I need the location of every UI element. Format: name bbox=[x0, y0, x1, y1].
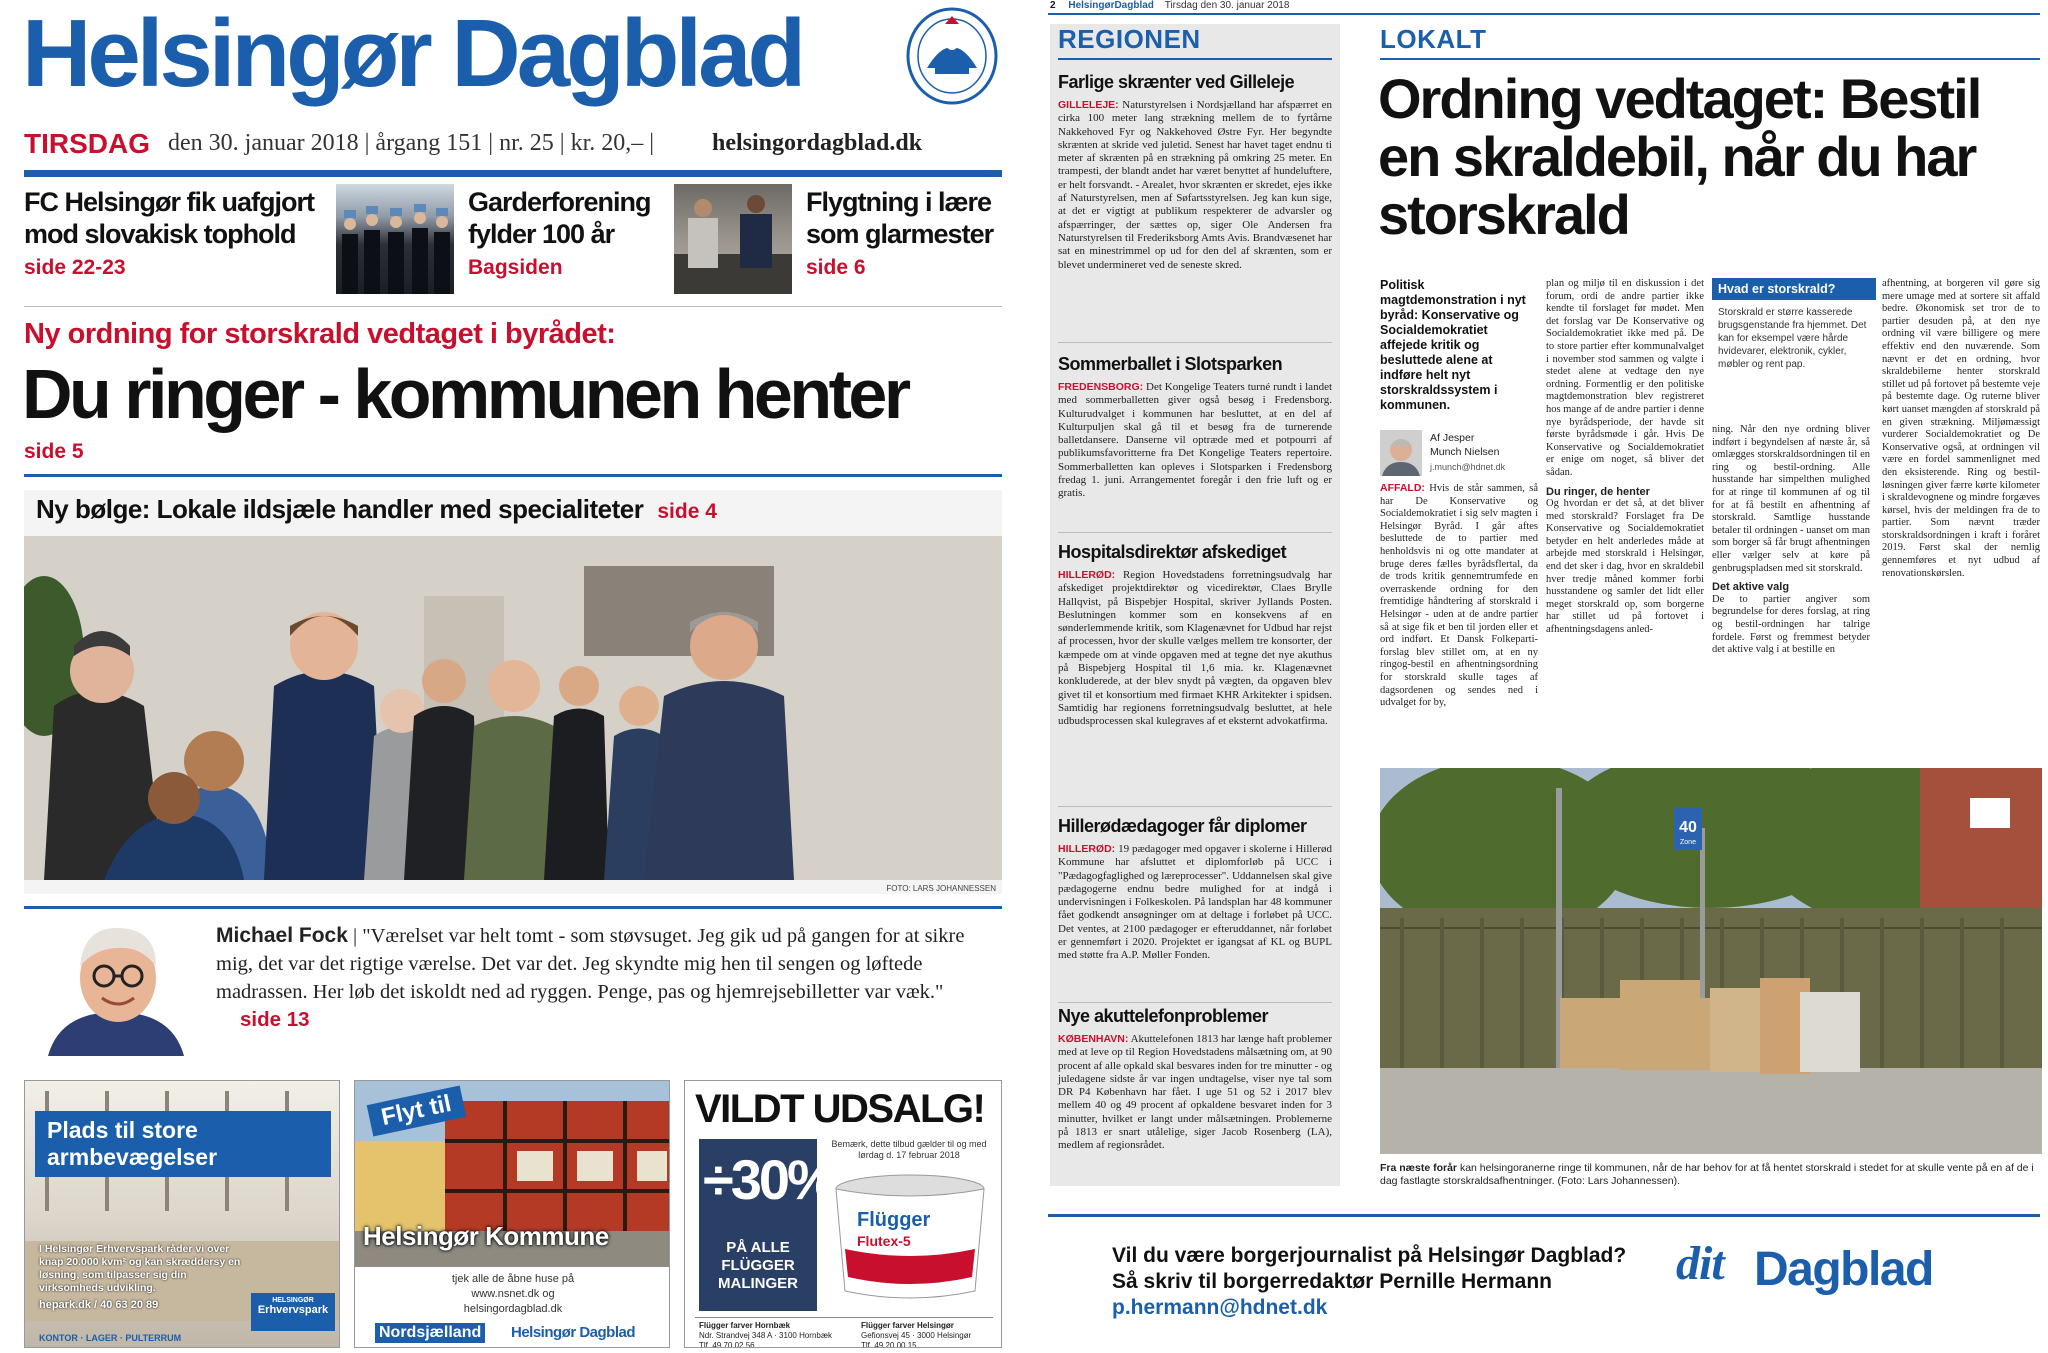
local-standfirst: Politisk magtdemonstration i nyt byråd: Konservative og Socialdemokratiet affejede kritik og besluttede alene at indføre helt nyt storskraldssystem i kommunen. bbox=[1380, 278, 1526, 412]
lead-kicker: Ny ordning for storskrald vedtaget i byrådet: bbox=[24, 318, 616, 350]
zone-sign-label: Zone bbox=[1680, 839, 1696, 846]
teaser-1-photo bbox=[336, 184, 454, 294]
teaser-headline: Flygtning i lære som glarmester bbox=[806, 187, 994, 249]
byline-email[interactable]: j.munch@hdnet.dk bbox=[1430, 462, 1506, 472]
brief-2 bbox=[1058, 354, 1332, 501]
quote-ref: side 13 bbox=[240, 1008, 310, 1031]
quote-name: Michael Fock bbox=[216, 924, 348, 947]
masthead-day: TIRSDAG bbox=[24, 128, 150, 159]
footer-ad[interactable] bbox=[1048, 1222, 2040, 1348]
local-headline[interactable]: Ordning vedtaget: Bestil en skraldebil, når du har storskrald bbox=[1378, 67, 1981, 246]
masthead-dateline: den 30. januar 2018 | årgang 151 | nr. 25 | kr. 20,– | bbox=[168, 130, 655, 156]
feature-headline: Ny bølge: Lokale ildsjæle handler med specialiteter bbox=[36, 494, 644, 524]
brief-5 bbox=[1058, 1006, 1332, 1153]
byline-name2: Munch Nielsen bbox=[1430, 446, 1500, 458]
ad1-body: I Helsingør Erhvervspark råder vi over knap 20.000 kvm² og kan skræddersy en løsning, som tilpasser sig din virksomheds udvikling. bbox=[39, 1243, 241, 1294]
feature-ref: side 4 bbox=[657, 500, 717, 523]
ad2-title: Helsingør Kommune bbox=[363, 1221, 609, 1251]
brief-title: Hillerødædagoger får diplomer bbox=[1058, 816, 1307, 836]
ad3-store1-name: Flügger farver Hornbæk bbox=[699, 1321, 791, 1330]
teaser-headline: Garderforening fylder 100 år bbox=[468, 187, 651, 249]
folio bbox=[1050, 0, 1289, 11]
teaser-divider bbox=[24, 306, 1002, 307]
caption-text: kan helsingoranerne ringe til kommunen, når de har behov for at få hentet storskrald i stedet for at skulle vente på en af de i dag fastlagte storskraldsafhentninger. (Foto: Lars Johannessen). bbox=[1380, 1162, 2034, 1187]
ad3-store1-addr: Ndr. Strandvej 348 A · 3100 Hornbæk bbox=[699, 1331, 832, 1340]
teaser-2-photo bbox=[674, 184, 792, 294]
region-section-label: REGIONEN bbox=[1058, 24, 1201, 54]
brief-place: HILLERØD: bbox=[1058, 843, 1116, 855]
ad2-logo-nordsjaelland: Nordsjælland bbox=[375, 1323, 485, 1343]
footer-ad-line1: Vil du være borgerjournalist på Helsingør Dagblad? bbox=[1112, 1244, 1627, 1267]
local-body-col4-text: afhentning, at borgeren vil gøre sig mere umage med at sortere sit affald bedre. Økonomisk set tror de to partier desuden på, at den nye ordning vil være billigere og mere effektiv end den nuværende. Som nævnt er det en ordning, hvor skraldebilerne henter storskrald stillet ud på fortovet på bestemte veje på bestemte dage. Og ruterne bliver kørt uanset mængden af storskrald på en given strækning. Miljømæssigt vurderer Socialdemokratiet og De Konservative også, at ordningen vil være en fordel sammenlignet med den eksisterende. Ring og bestil-løsningen giver færre kørte kilometer i skraldevognene og mindre forgæves kørsel, hvis der meldingen fra de to partier. Som nævnt træder storskraldsordningen i kraft i foråret 2019. Først skal der nemlig gennemføres et nyt udbud af renovationskørslen. bbox=[1882, 278, 2040, 579]
brief-divider bbox=[1058, 532, 1332, 533]
local-body-col3 bbox=[1712, 424, 1870, 657]
teaser-3[interactable] bbox=[806, 186, 1006, 296]
brief-title: Hospitalsdirektør afskediget bbox=[1058, 542, 1287, 562]
ad3-headline: VILDT UDSALG! bbox=[695, 1087, 985, 1131]
ad1-logo-bottom: Erhvervspark bbox=[257, 1304, 329, 1316]
feature-box[interactable] bbox=[24, 490, 1002, 894]
ad1-headline: Plads til store armbevægelser bbox=[47, 1117, 218, 1170]
brief-text: Det Kongelige Teaters turné rundt i landet med sommerballetten giver også besøg i Fredensborg. Kulturudvalget i kommunen har besluttet, at en del af Kulturpuljen skal gå til et besøg fra de turnerende balletdansere. Danserne vil optræde med et potpourri af publikumsfavoritterne fra Det Kongelige Teaters repertoire. Sommerballetten kan opleves i Slotsparken i Fredensborg fredag 1. juni. Arrangementet foregår i den frie luft og er gratis. bbox=[1058, 381, 1333, 500]
teaser-ref: side 22-23 bbox=[24, 256, 126, 279]
ad3-product: Flügger bbox=[857, 1209, 931, 1231]
ad-flugger[interactable] bbox=[684, 1080, 1002, 1348]
masthead-website[interactable]: helsingordagblad.dk bbox=[712, 130, 923, 156]
local-body-col2a: plan og miljø til en diskussion i det forum, ordi de andre partier ikke kendte til forslaget før mødet. Men det forslag var De Konservative og Socialdemokratiet ikke med på. De to store partier efter kommunalvalget i november stod sammen og valgte i stedet alene at vedtage den nye ordning. Formentlig er den politiske magtdemonstration blev registreret hos mange af de andre partier i denne nye byrådsperiode, der havde sit første byrådsmøde i går. Hvis De Konservative og Socialdemokratiet er enige om noget, så bliver det sådan. bbox=[1546, 278, 1704, 478]
ad3-product-line: Flutex-5 bbox=[857, 1233, 911, 1249]
local-subhead-2: Det aktive valg bbox=[1712, 581, 1790, 594]
lead-ref: side 5 bbox=[24, 440, 84, 463]
region-column bbox=[1050, 24, 1340, 1186]
local-section-label: LOKALT bbox=[1380, 24, 1487, 54]
quote-portrait bbox=[40, 916, 192, 1056]
footer-ad-rule bbox=[1048, 1214, 2040, 1217]
brief-text: Akuttelefonen 1813 har længe haft problemer med at leve op til Region Hovedstadens målsætning om, at 90 procent af alle opkald skal besvares inden for tre minutter - og juledagene sidste år var ingen undtagelse, viser nye tal som DR P4 København har fået. I uge 51 og 52 i 2017 blev mellem 40 og 49 procent af opkaldene besvaret inden for 3 minutter, hvilket er langt under målsætningen. Problemerne på 1813 er snart utålelige, siger Jacob Rosenberg (LA), medlem af regionsrådet. bbox=[1058, 1033, 1332, 1152]
caption-lead: Fra næste forår bbox=[1380, 1162, 1458, 1174]
ad2-line2: www.nsnet.dk og bbox=[471, 1288, 555, 1300]
brief-3 bbox=[1058, 542, 1332, 729]
brief-text: 19 pædagoger med opgaver i skolerne i Hillerød Kommune har afsluttet et diplomforløb på UCC i "Pædagogfaglighed og læreprocesser". Uddannelsen skal give pædagogerne endnu bedre mulighed for at indgå i undervisningen i Folkeskolen. På landsplan har 48 kommuner fået godkendt ansøgninger om at deltage i forløbet på UCC. Det ventes, at 2100 pædagoger er efteruddannet, når forløbet er gennemført i 2020. Projektet er igangsat af KL og BUPL med støtte fra A.P. Møller Fonden. bbox=[1058, 843, 1333, 962]
ad2-line3: helsingordagblad.dk bbox=[463, 1303, 563, 1315]
brief-divider bbox=[1058, 806, 1332, 807]
ad3-discount: ÷30% bbox=[703, 1148, 834, 1211]
local-subhead-1: Du ringer, de henter bbox=[1546, 485, 1650, 498]
teaser-2[interactable] bbox=[468, 186, 668, 296]
ad3-store1 bbox=[699, 1321, 849, 1348]
ad3-note: Bemærk, dette tilbud gælder til og med lørdag d. 17 februar 2018 bbox=[831, 1139, 987, 1160]
brief-divider bbox=[1058, 1002, 1332, 1003]
zone-sign-number: 40 bbox=[1679, 819, 1697, 836]
feature-photo bbox=[24, 536, 1002, 880]
quote-text-block bbox=[216, 922, 1002, 1034]
local-body-col3a: ning. Når den nye ordning bliver indført i begyndelsen af næste år, så omlægges storskraldsordningen til en ring og bestil-ordning. Alle husstande har simpelthen mulighed for at ringe til kommunen af og til for at få bestilt en afhentning af storskrald. Samtlige husstande betaler til ordningen - uanset om man som borger så får brugt afhentningen eller vælger selv at køre på genbrugspladsen med sit storskrald. bbox=[1712, 424, 1870, 574]
ad-erhvervspark[interactable] bbox=[24, 1080, 340, 1348]
ad-flyt-til[interactable] bbox=[354, 1080, 670, 1348]
ad3-store2-name: Flügger farver Helsingør bbox=[861, 1321, 954, 1330]
teaser-ref: side 6 bbox=[806, 256, 866, 279]
footer-ad-email[interactable]: p.hermann@hdnet.dk bbox=[1112, 1296, 1328, 1319]
folio-date: Tirsdag den 30. januar 2018 bbox=[1164, 0, 1290, 11]
ad1-logo-top: HELSINGØR bbox=[272, 1297, 314, 1304]
quote-rule bbox=[24, 906, 1002, 909]
ad1-footer: KONTOR · LAGER · PULTERRUM bbox=[39, 1333, 182, 1343]
ad1-contact[interactable]: hepark.dk / 40 63 20 89 bbox=[39, 1299, 159, 1311]
masthead-title[interactable]: Helsingør Dagblad bbox=[22, 0, 803, 107]
ad1-logo bbox=[251, 1293, 335, 1331]
ad3-divider bbox=[695, 1317, 993, 1318]
masthead-rule bbox=[24, 170, 1002, 177]
brief-title: Farlige skrænter ved Gilleleje bbox=[1058, 72, 1295, 92]
teaser-headline: FC Helsingør fik uafgjort mod slovakisk tophold bbox=[24, 187, 315, 249]
brief-4 bbox=[1058, 816, 1332, 963]
brief-place: HILLERØD: bbox=[1058, 569, 1116, 581]
folio-page: 2 bbox=[1050, 0, 1056, 11]
byline-photo bbox=[1380, 430, 1422, 476]
left-page bbox=[0, 0, 1010, 1353]
local-place: AFFALD: bbox=[1380, 482, 1425, 494]
factbox bbox=[1712, 278, 1876, 377]
photo-caption bbox=[1380, 1162, 2042, 1188]
storskrald-photo bbox=[1380, 768, 2042, 1154]
quote-text: | "Værelset var helt tomt - som støvsuget. Jeg gik ud på gangen for at sikre mig, det var det rigtige værelse. Det var det. Jeg skyndte mig hen til sengen og løftede madrassen. Her løb det iskoldt ned ad ryggen. Penge, pas og hjemrejsebilletter var væk." bbox=[216, 925, 965, 1003]
ad2-logo-dagblad: Helsingør Dagblad bbox=[511, 1324, 636, 1341]
brief-title: Nye akuttelefonproblemer bbox=[1058, 1006, 1269, 1026]
local-body-col2 bbox=[1546, 278, 1704, 637]
brief-divider bbox=[1058, 342, 1332, 343]
footer-ad-line2: Så skriv til borgerredaktør Pernille Hermann bbox=[1112, 1270, 1552, 1293]
local-body-col1-text: Hvis de står sammen, så har De Konservative og Socialdemokratiet i sig selv magten i Helsingør Byråd. I går aftes besluttede de to partier med henholdsvis ni og otte mandater at bruge deres fælles byrådsflertal, da de trods kritik gennemtrumfede en overraskende ordning for den fremtidige håndtering af storskrald i Helsingør - uden at de andre partier så at sige fik et ben til jorden eller et ord indført. Et Dansk Folkeparti-forslag blev stillet om, at en ny ringog-bestil en afhentningsordning for storskrald skulle tages af dagsordenen og sendes ned i udvalget for by, bbox=[1380, 483, 1538, 709]
footer-ad-logo-word: Dagblad bbox=[1754, 1243, 1933, 1296]
lead-headline[interactable]: Du ringer - kommunen henter bbox=[22, 355, 908, 433]
brief-text: Region Hovedstadens forretningsudvalg har afskediget projektdirektør og vicedirektør, Claes Brylle Hallqvist, på Bispebjer Hospital, skriver Jyllands Posten. Beslutningen kommer som en konsekvens af en sønderlemmende kritik, som Klagenævnet for Udbud har rejst af processen, hvor der skulle vælges mellem tre konsorter, der kæmpede om at vinde opgaven med at tegne det nye akuthus på Bispebjerg Hospital til 1,6 mia. kr. Klagenævnet konkluderede, at der blev snydt på vægten, da opgaven blev givet til et konsortium med firmaet KHR Arkitekter i spidsen. Samtidig har regionens forretningsudvalg besluttet, at hele udbudsprocessen skal kulegraves af et eksternt advokatfirma. bbox=[1058, 569, 1333, 728]
ad3-store1-tel: Tlf. 49 70 02 56 bbox=[699, 1341, 755, 1348]
brief-title: Sommerballet i Slotsparken bbox=[1058, 354, 1283, 374]
brief-place: FREDENSBORG: bbox=[1058, 381, 1144, 393]
ad2-banner: Flyt til bbox=[367, 1086, 466, 1137]
ad3-store2-tel: Tlf. 49 20 00 15 bbox=[861, 1341, 917, 1348]
brief-place: GILLELEJE: bbox=[1058, 99, 1119, 111]
local-body-col2b: Og hvordan er det så, at det bliver med storskrald? Forslaget fra De Konservative og Socialdemokratiet betyder en helt anderledes måde at arbejde med storskrald i Helsingør, end det sker i dag, hvor en skraldebil hver tredje måned kommer forbi husstandene og samler det lidt eller meget storskrald op, som borgerne har stillet ud på fortovet i afhentningsdagens anled- bbox=[1546, 498, 1704, 636]
ad3-store2-addr: Gefionsvej 45 · 3000 Helsingør bbox=[861, 1331, 972, 1340]
local-body-col1 bbox=[1380, 482, 1538, 710]
byline-name1: Af Jesper bbox=[1430, 432, 1475, 444]
brief-1 bbox=[1058, 72, 1332, 272]
factbox-title: Hvad er storskrald? bbox=[1712, 278, 1876, 300]
ad2-line1: tjek alle de åbne huse på bbox=[451, 1273, 575, 1285]
ad3-store2 bbox=[861, 1321, 1001, 1348]
local-body-col4 bbox=[1882, 278, 2040, 580]
brief-place: KØBENHAVN: bbox=[1058, 1033, 1129, 1045]
feature-headline-row bbox=[36, 494, 717, 525]
teaser-1[interactable] bbox=[24, 186, 324, 296]
feature-photo-credit: FOTO: LARS JOHANNESSEN bbox=[886, 884, 996, 893]
teaser-ref: Bagsiden bbox=[468, 256, 563, 279]
folio-paper: HelsingørDagblad bbox=[1068, 0, 1154, 11]
local-body-col3b: De to partier angiver som begrundelse for deres forslag, at ring og bestil-ordningen har talrige fordele. Først og fremmest betyder det aktive valg i at bestille en bbox=[1712, 593, 1870, 656]
right-page bbox=[1040, 0, 2048, 1353]
folio-rule bbox=[1048, 13, 2040, 15]
footer-ad-logo-script: dit bbox=[1676, 1237, 1724, 1290]
region-rule bbox=[1058, 58, 1332, 60]
city-seal-logo bbox=[905, 6, 999, 106]
local-rule bbox=[1380, 58, 2040, 60]
brief-text: Naturstyrelsen i Nordsjælland har afspærret en cirka 100 meter lang strækning mellem de to fyrtårne Nakkehoved Fyr og Nakkehoved Østre Fyr. Her begyndte skrænten at skride ved juletid. Senest har havet taget endnu ti meter af skrænten på en strækning på omkring 25 meter. En trampesti, der blandt andet har været benyttet af hundeluftere, er helt forsvandt. - Arealet, hvor skrænten er skredet, ejes ikke af Naturstyrelsen, men af Søfartsstyrelsen. Jeg kan kun sige, at det er vigtigt at publikum respekterer de advarsler og afspærringer, der sættes op, siger Ole Andersen fra Naturstyrelsen til Frederiksborg Amts Avis. Brandvæsenet har sat en minestrimmel op ud for den del af skrænten, som er blevet undermineret ved de seneste skred. bbox=[1058, 99, 1332, 271]
ad3-sub: PÅ ALLE FLÜGGER MALINGER bbox=[718, 1239, 798, 1292]
lead-rule bbox=[24, 474, 1002, 477]
factbox-text: Storskrald er større kasserede brugsgenstande fra hjemmet. Det kan for eksempel være hårde hvidevarer, elektronik, cykler, møbler og rent pap. bbox=[1718, 307, 1867, 370]
